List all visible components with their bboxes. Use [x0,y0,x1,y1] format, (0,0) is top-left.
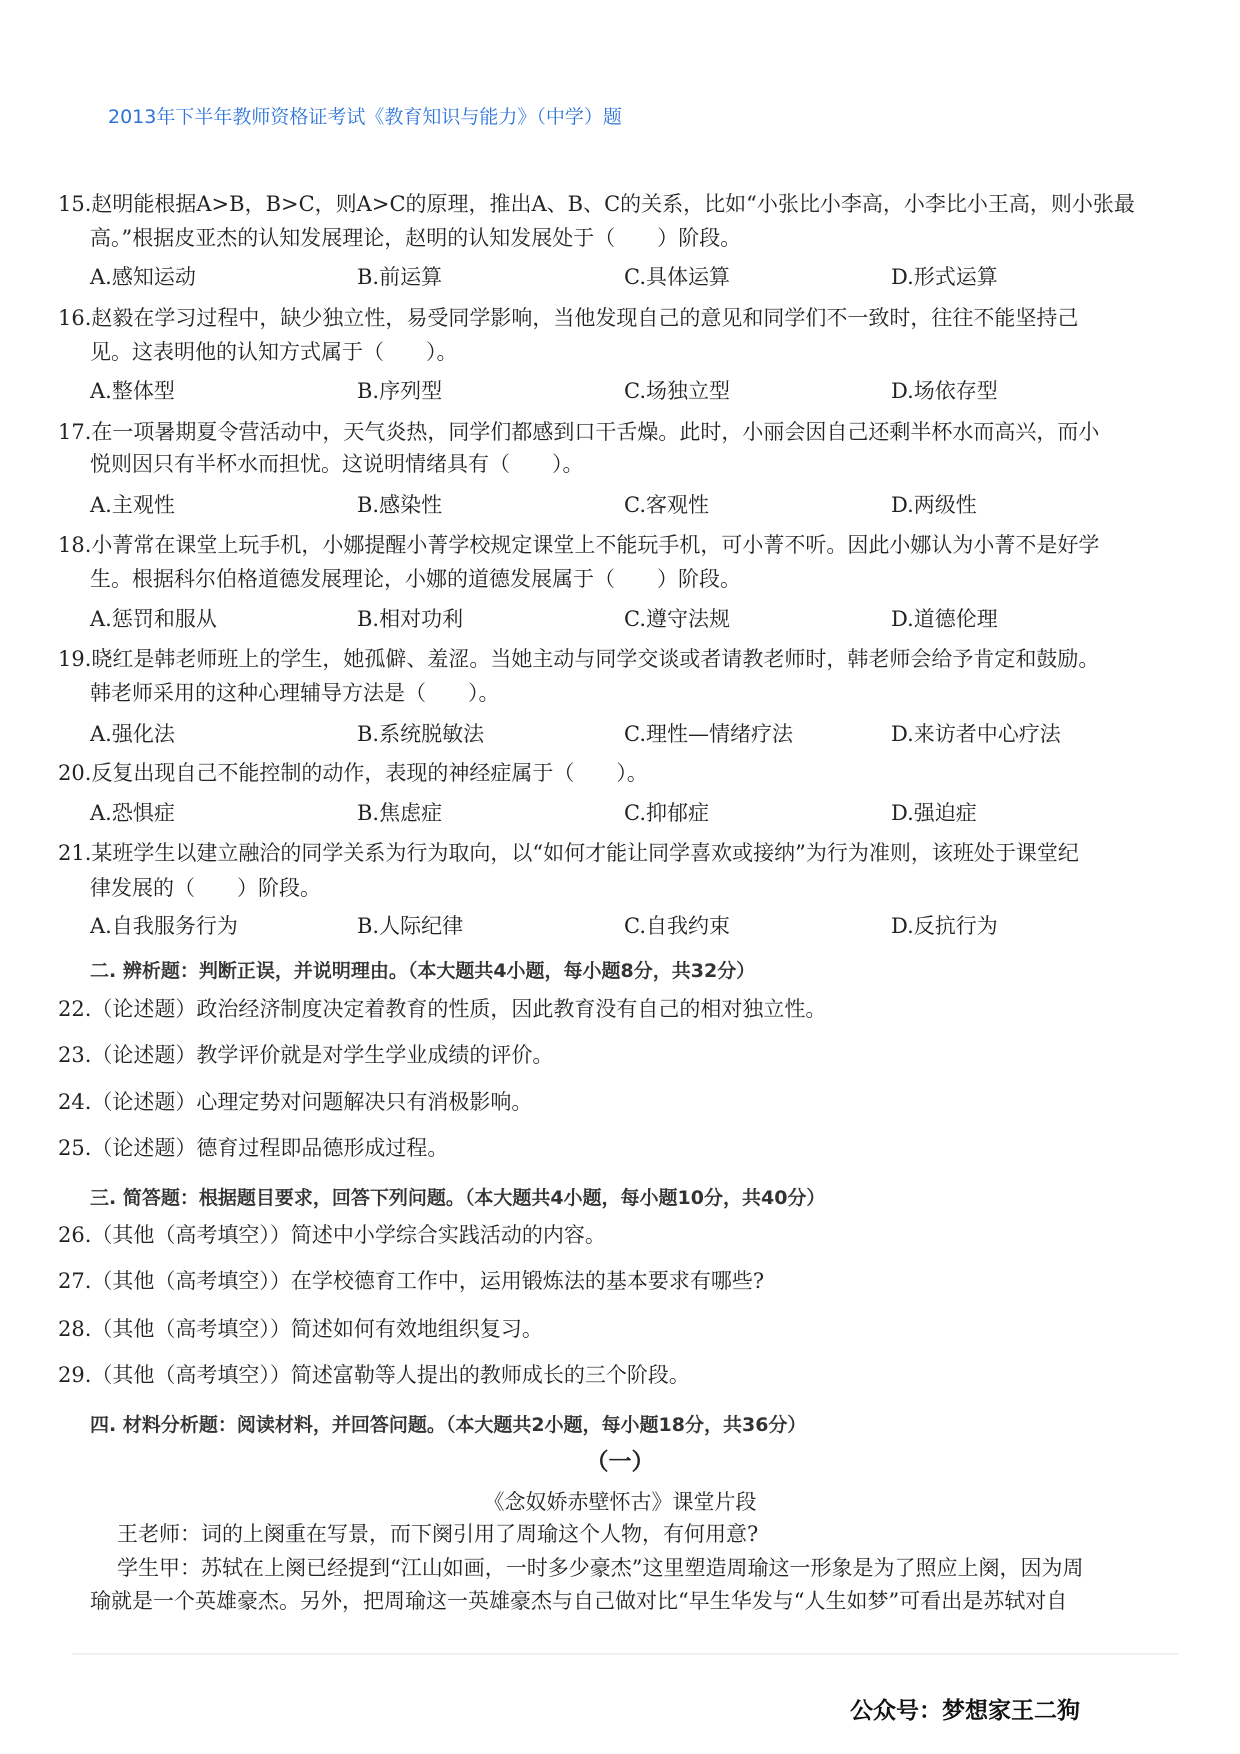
answer-option: B.焦虑症 [357,801,443,825]
answer-option: A.惩罚和服从 [90,607,217,631]
material-paragraph: 瑜就是一个英雄豪杰。另外，把周瑜这一英雄豪杰与自己做对比“早生华发与“人生如梦”可看出是苏轼对自 [90,1589,1068,1613]
question-text: 17.在一项暑期夏令营活动中，天气炎热，同学们都感到口干舌燥。此时，小丽会因自己还剩半杯水而高兴，而小 [58,420,1100,444]
answer-option: B.人际纪律 [357,914,464,938]
answer-option: D.两级性 [891,493,977,517]
section-heading: 二. 辨析题：判断正误，并说明理由。（本大题共4小题，每小题8分，共32分） [90,960,756,982]
answer-option: D.来访者中心疗法 [891,722,1061,746]
question-text: 16.赵毅在学习过程中，缺少独立性，易受同学影响，当他发现自己的意见和同学们不一致时，往往不能坚持己 [58,306,1079,330]
material-title: 《念奴娇赤壁怀古》课堂片段 [483,1490,757,1514]
answer-option: C.具体运算 [624,265,730,289]
question-text: 26.（其他（高考填空））简述中小学综合实践活动的内容。 [58,1223,606,1247]
question-text: 20.反复出现自己不能控制的动作，表现的神经症属于（ ）。 [58,761,648,785]
answer-option: A.强化法 [90,722,175,746]
answer-option: D.强迫症 [891,801,977,825]
question-text: 18.小菁常在课堂上玩手机，小娜提醒小菁学校规定课堂上不能玩手机，可小菁不听。因此小娜认为小菁不是好学 [58,533,1100,557]
answer-option: D.场依存型 [891,379,998,403]
section-heading: 三. 简答题：根据题目要求，回答下列问题。（本大题共4小题，每小题10分，共40分） [90,1187,826,1209]
answer-option: D.反抗行为 [891,914,998,938]
footer-account: 公众号：梦想家王二狗 [850,1698,1080,1724]
answer-option: B.感染性 [357,493,443,517]
material-paragraph: 王老师：词的上阕重在写景，而下阕引用了周瑜这个人物，有何用意? [117,1522,759,1546]
answer-option: C.客观性 [624,493,709,517]
question-text: 27.（其他（高考填空））在学校德育工作中，运用锻炼法的基本要求有哪些? [58,1269,765,1293]
question-text: 律发展的（ ）阶段。 [90,876,321,900]
question-text: 25.（论述题）德育过程即品德形成过程。 [58,1136,449,1160]
question-text: 24.（论述题）心理定势对问题解决只有消极影响。 [58,1090,533,1114]
answer-option: C.遵守法规 [624,607,730,631]
answer-option: A.整体型 [90,379,175,403]
answer-option: D.道德伦理 [891,607,998,631]
question-text: 29.（其他（高考填空））简述富勒等人提出的教师成长的三个阶段。 [58,1363,690,1387]
question-text: 生。根据科尔伯格道德发展理论，小娜的道德发展属于（ ）阶段。 [90,567,741,591]
answer-option: C.自我约束 [624,914,730,938]
answer-option: A.感知运动 [90,265,196,289]
footer-divider [72,1653,1178,1655]
answer-option: A.恐惧症 [90,801,175,825]
question-text: 见。这表明他的认知方式属于（ ）。 [90,340,458,364]
question-text: 15.赵明能根据A>B，B>C，则A>C的原理，推出A、B、C的关系，比如“小张比小李高，小李比小王高，则小张最 [58,192,1135,216]
answer-option: B.相对功利 [357,607,464,631]
question-text: 28.（其他（高考填空））简述如何有效地组织复习。 [58,1317,543,1341]
answer-option: C.场独立型 [624,379,730,403]
question-text: 韩老师采用的这种心理辅导方法是（ ）。 [90,681,500,705]
question-text: 高。”根据皮亚杰的认知发展理论，赵明的认知发展处于（ ）阶段。 [90,226,742,250]
answer-option: D.形式运算 [891,265,998,289]
answer-option: A.自我服务行为 [90,914,238,938]
question-text: 22.（论述题）政治经济制度决定着教育的性质，因此教育没有自己的相对独立性。 [58,997,827,1021]
answer-option: B.前运算 [357,265,443,289]
question-text: 悦则因只有半杯水而担忧。这说明情绪具有（ ）。 [90,452,584,476]
question-text: 21.某班学生以建立融洽的同学关系为行为取向，以“如何才能让同学喜欢或接纳”为行为准则，该班处于课堂纪 [58,841,1079,865]
section-heading: 四. 材料分析题：阅读材料，并回答问题。（本大题共2小题，每小题18分，共36分） [90,1414,807,1436]
answer-option: A.主观性 [90,493,175,517]
answer-option: C.理性—情绪疗法 [624,722,793,746]
answer-option: B.序列型 [357,379,443,403]
question-text: 23.（论述题）教学评价就是对学生学业成绩的评价。 [58,1043,554,1067]
part-label: （一） [585,1448,655,1475]
answer-option: B.系统脱敏法 [357,722,485,746]
answer-option: C.抑郁症 [624,801,709,825]
question-text: 19.晓红是韩老师班上的学生，她孤僻、羞涩。当她主动与同学交谈或者请教老师时，韩老师会给予肯定和鼓励。 [58,647,1100,671]
document-title: 2013年下半年教师资格证考试《教育知识与能力》（中学）题 [108,106,622,128]
material-paragraph: 学生甲：苏轼在上阕已经提到“江山如画，一时多少豪杰”这里塑造周瑜这一形象是为了照应上阕，因为周 [117,1556,1084,1580]
